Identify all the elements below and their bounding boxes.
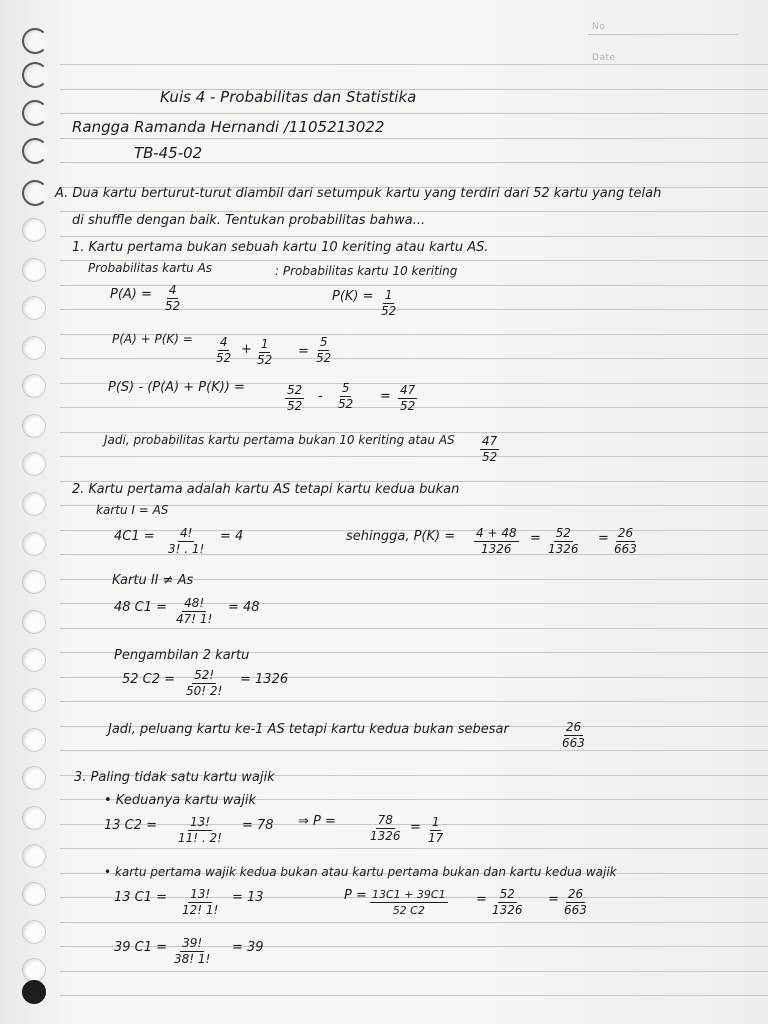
frac-pk2: $\frac{52}{1326}$ (548, 526, 579, 556)
sum-label: P(A) + P(K) = (112, 332, 193, 346)
intro-line-2: di shuffle dengan baik. Tentukan probabilitas bahwa... (72, 213, 426, 228)
ruled-line (60, 64, 768, 65)
frac-pc3: $\frac{26}{663}$ (564, 887, 587, 917)
binder-hole (22, 532, 46, 556)
eq-sign-5: = (410, 820, 421, 835)
binder-hole (22, 806, 46, 830)
minus-sign: - (318, 389, 323, 404)
eq-sign-3: = (530, 531, 541, 546)
binder-hole (22, 28, 48, 54)
frac-c481: $\frac{48!}{47! 1!}$ (176, 596, 213, 626)
binder-hole (22, 138, 48, 164)
pengambilan-label: Pengambilan 2 kartu (114, 648, 250, 663)
pa-label: P(A) = (110, 287, 152, 302)
ruled-line (60, 113, 768, 114)
binder-hole (22, 492, 46, 516)
frac-s2: $\frac{1}{52}$ (257, 337, 273, 367)
q3-sub2: • kartu pertama wajik kedua bukan atau kartu pertama bukan dan kartu kedua wajik (104, 865, 617, 879)
ruled-line (60, 995, 768, 996)
binder-hole (22, 980, 46, 1004)
q3-sub1: • Keduanya kartu wajik (104, 793, 257, 808)
frac-d2: $\frac{5}{52}$ (338, 381, 354, 411)
class-code: TB-45-02 (134, 144, 203, 162)
sehingga-label: sehingga, P(K) = (346, 529, 456, 544)
ruled-line (60, 138, 768, 139)
ruled-line (60, 701, 768, 702)
ruled-line (60, 456, 768, 457)
student-name: Rangga Ramanda Hernandi /1105213022 (72, 118, 385, 136)
frac-c391: $\frac{39!}{38! 1!}$ (174, 936, 211, 966)
binder-hole (22, 882, 46, 906)
c522-result: = 1326 (240, 672, 289, 687)
frac-pk: $\frac{1}{52}$ (381, 288, 397, 318)
frac-pk1: $\frac{4 + 48}{1326}$ (476, 526, 517, 556)
c481-label: 48 C1 = (114, 600, 168, 615)
ps-label: P(S) - (P(A) + P(K)) = (108, 380, 245, 395)
q1-sub-right: : Probabilitas kartu 10 keriting (275, 264, 458, 278)
binder-hole (22, 570, 46, 594)
c391-result: = 39 (232, 940, 264, 955)
binder-hole (22, 958, 46, 982)
c41-result: = 4 (220, 529, 244, 544)
c131-label: 13 C1 = (114, 890, 168, 905)
no-label: No (592, 22, 606, 32)
binder-hole (22, 180, 48, 206)
quiz-title: Kuis 4 - Probabilitas dan Statistika (160, 88, 417, 106)
frac-pk3: $\frac{26}{663}$ (614, 526, 637, 556)
frac-s1: $\frac{4}{52}$ (216, 335, 232, 365)
q2-conclusion: Jadi, peluang kartu ke-1 AS tetapi kartu kedua bukan sebesar (108, 722, 509, 737)
frac-c132: $\frac{13!}{11! . 2!}$ (178, 815, 222, 845)
frac-d1: $\frac{52}{52}$ (287, 383, 303, 413)
binder-hole (22, 728, 46, 752)
ruled-line (60, 750, 768, 751)
eq-sign: = (298, 344, 309, 359)
eq-sign-6: = (476, 892, 487, 907)
c522-label: 52 C2 = (122, 672, 176, 687)
ruled-line (60, 922, 768, 923)
ruled-line (60, 848, 768, 849)
arrow-p: ⇒ P = (298, 814, 336, 829)
binder-hole (22, 100, 48, 126)
card2-label: Kartu II ≠ As (112, 573, 194, 588)
ruled-line (60, 628, 768, 629)
c391-label: 39 C1 = (114, 940, 168, 955)
eq-sign-2: = (380, 389, 391, 404)
frac-p2: $\frac{1}{17}$ (428, 815, 444, 845)
plus-sign: + (241, 342, 252, 357)
c41-label: 4C1 = (114, 529, 155, 544)
ruled-line (60, 358, 768, 359)
frac-pa: $\frac{4}{52}$ (165, 283, 181, 313)
binder-hole (22, 414, 46, 438)
frac-pc: $\frac{13C1 + 39C1}{52 C2}$ (372, 888, 446, 917)
q1-sub-left: Probabilitas kartu As (88, 261, 213, 275)
binder-hole (22, 62, 48, 88)
binder-hole (22, 920, 46, 944)
binder-hole (22, 374, 46, 398)
binder-hole (22, 218, 46, 242)
c481-result: = 48 (228, 600, 260, 615)
binder-hole (22, 452, 46, 476)
binder-hole (22, 844, 46, 868)
p-label: P = (344, 888, 367, 903)
c132-result: = 78 (242, 818, 274, 833)
eq-sign-7: = (548, 892, 559, 907)
q1-title: 1. Kartu pertama bukan sebuah kartu 10 keriting atau kartu AS. (72, 240, 489, 255)
c131-result: = 13 (232, 890, 264, 905)
frac-c131: $\frac{13!}{12! 1!}$ (182, 887, 219, 917)
binder-hole (22, 336, 46, 360)
binder-hole (22, 648, 46, 672)
binder-hole (22, 766, 46, 790)
q2-sub1: kartu I = AS (96, 503, 169, 517)
frac-c522: $\frac{52!}{50! 2!}$ (186, 668, 223, 698)
frac-p1: $\frac{78}{1326}$ (370, 813, 401, 843)
eq-sign-4: = (598, 531, 609, 546)
binder-hole (22, 296, 46, 320)
ruled-line (60, 211, 768, 212)
intro-line-1: A. Dua kartu berturut-turut diambil dari setumpuk kartu yang terdiri dari 52 kartu yang telah (55, 186, 662, 201)
frac-c41: $\frac{4!}{3! . 1!}$ (168, 526, 205, 556)
no-line (588, 34, 738, 35)
ruled-line (60, 236, 768, 237)
frac-d3: $\frac{47}{52}$ (400, 383, 416, 413)
ruled-line (60, 971, 768, 972)
pk-label: P(K) = (332, 289, 374, 304)
date-label: Date (592, 53, 616, 63)
frac-pc2: $\frac{52}{1326}$ (492, 887, 523, 917)
frac-q1-result: $\frac{47}{52}$ (482, 434, 498, 464)
frac-s3: $\frac{5}{52}$ (316, 335, 332, 365)
q1-conclusion: Jadi, probabilitas kartu pertama bukan 10 keriting atau AS (104, 433, 455, 447)
frac-q2-result: $\frac{26}{663}$ (562, 720, 585, 750)
q3-title: 3. Paling tidak satu kartu wajik (74, 770, 275, 785)
c132-label: 13 C2 = (104, 818, 158, 833)
binder-hole (22, 258, 46, 282)
q2-title: 2. Kartu pertama adalah kartu AS tetapi kartu kedua bukan (72, 482, 460, 497)
ruled-line (60, 162, 768, 163)
binder-hole (22, 688, 46, 712)
binder-hole (22, 610, 46, 634)
